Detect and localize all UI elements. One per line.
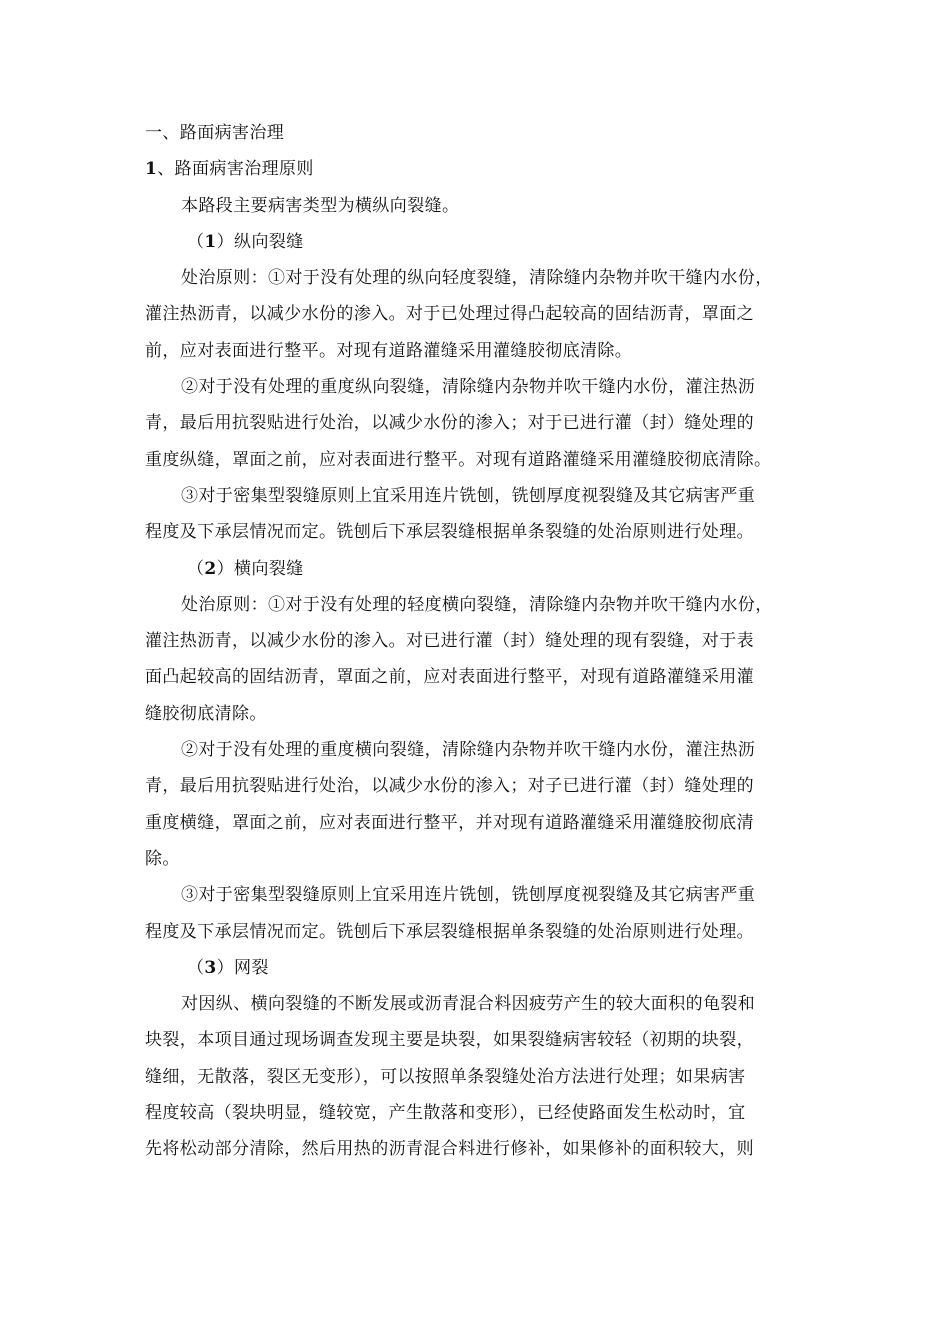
- paragraph-line: 对因纵、横向裂缝的不断发展或沥青混合料因疲劳产生的较大面积的龟裂和: [181, 994, 756, 1015]
- paragraph-line: 缝细，无散落，裂区无变形），可以按照单条裂缝处治方法进行处理；如果病害: [145, 1066, 746, 1087]
- document-body: [145, 115, 810, 1168]
- item-number: 2: [204, 558, 217, 579]
- intro-paragraph: 本路段主要病害类型为横纵向裂缝。: [181, 195, 460, 216]
- paragraph-line: 灌注热沥青，以减少水份的渗入。对于已处理过得凸起较高的固结沥青，罩面之: [145, 304, 754, 325]
- section-heading: 一、路面病害治理: [145, 123, 285, 143]
- paragraph-line: ②对于没有处理的重度横向裂缝，清除缝内杂物并吹干缝内水份，灌注热沥: [181, 740, 756, 761]
- paragraph-line: 重度纵缝，罩面之前，应对表面进行整平。对现有道路灌缝采用灌缝胶彻底清除。: [145, 449, 772, 470]
- paragraph-line: 缝胶彻底清除。: [145, 703, 267, 724]
- subsection-heading: [145, 151, 810, 187]
- item-title: ）横向裂缝: [216, 558, 304, 579]
- item-title: ）纵向裂缝: [216, 231, 304, 252]
- item-title: ）网裂: [216, 957, 269, 978]
- paren-open: （: [187, 558, 205, 579]
- paren-open: （: [187, 957, 205, 978]
- subsection-title: 、路面病害治理原则: [157, 159, 314, 180]
- item-number: 1: [204, 231, 217, 252]
- paragraph-line: 青，最后用抗裂贴进行处治，以减少水份的渗入；对子已进行灌（封）缝处理的: [145, 776, 754, 797]
- item-number: 3: [204, 957, 217, 978]
- paragraph-line: 青，最后用抗裂贴进行处治，以减少水份的渗入；对于已进行灌（封）缝处理的: [145, 413, 754, 434]
- paragraph-line: 前，应对表面进行整平。对现有道路灌缝采用灌缝胶彻底清除。: [145, 340, 633, 361]
- item-heading-map-cracking: [145, 950, 810, 986]
- paragraph-line: 程度较高（裂块明显，缝较宽，产生散落和变形），已经使路面发生松动时，宜: [145, 1103, 746, 1124]
- paragraph-line: ②对于没有处理的重度纵向裂缝，清除缝内杂物并吹干缝内水份，灌注热沥: [181, 377, 756, 398]
- paragraph-line: ③对于密集型裂缝原则上宜采用连片铣刨，铣刨厚度视裂缝及其它病害严重: [181, 885, 756, 906]
- item-heading-transverse: [145, 551, 810, 587]
- item-heading-longitudinal: [145, 224, 810, 260]
- subsection-number: 1: [145, 159, 158, 180]
- paragraph-line: ③对于密集型裂缝原则上宜采用连片铣刨，铣刨厚度视裂缝及其它病害严重: [181, 485, 756, 506]
- paragraph-line: 处治原则：①对于没有处理的纵向轻度裂缝，清除缝内杂物并吹干缝内水份，: [181, 268, 773, 289]
- paragraph-line: 块裂，本项目通过现场调查发现主要是块裂，如果裂缝病害较轻（初期的块裂，: [145, 1030, 754, 1051]
- paragraph-line: 处治原则：①对于没有处理的轻度横向裂缝，清除缝内杂物并吹干缝内水份，: [181, 594, 773, 615]
- paragraph-line: 灌注热沥青，以减少水份的渗入。对已进行灌（封）缝处理的现有裂缝，对于表: [145, 631, 754, 652]
- paragraph-line: 程度及下承层情况而定。铣刨后下承层裂缝根据单条裂缝的处治原则进行处理。: [145, 522, 754, 543]
- paren-open: （: [187, 231, 205, 252]
- paragraph-line: 重度横缝，罩面之前，应对表面进行整平，并对现有道路灌缝采用灌缝胶彻底清: [145, 812, 754, 833]
- paragraph-line: 除。: [145, 848, 180, 869]
- paragraph-line: 先将松动部分清除，然后用热的沥青混合料进行修补，如果修补的面积较大，则: [145, 1139, 754, 1160]
- paragraph-line: 程度及下承层情况而定。铣刨后下承层裂缝根据单条裂缝的处治原则进行处理。: [145, 921, 754, 942]
- paragraph-line: 面凸起较高的固结沥青，罩面之前，应对表面进行整平，对现有道路灌缝采用灌: [145, 667, 754, 688]
